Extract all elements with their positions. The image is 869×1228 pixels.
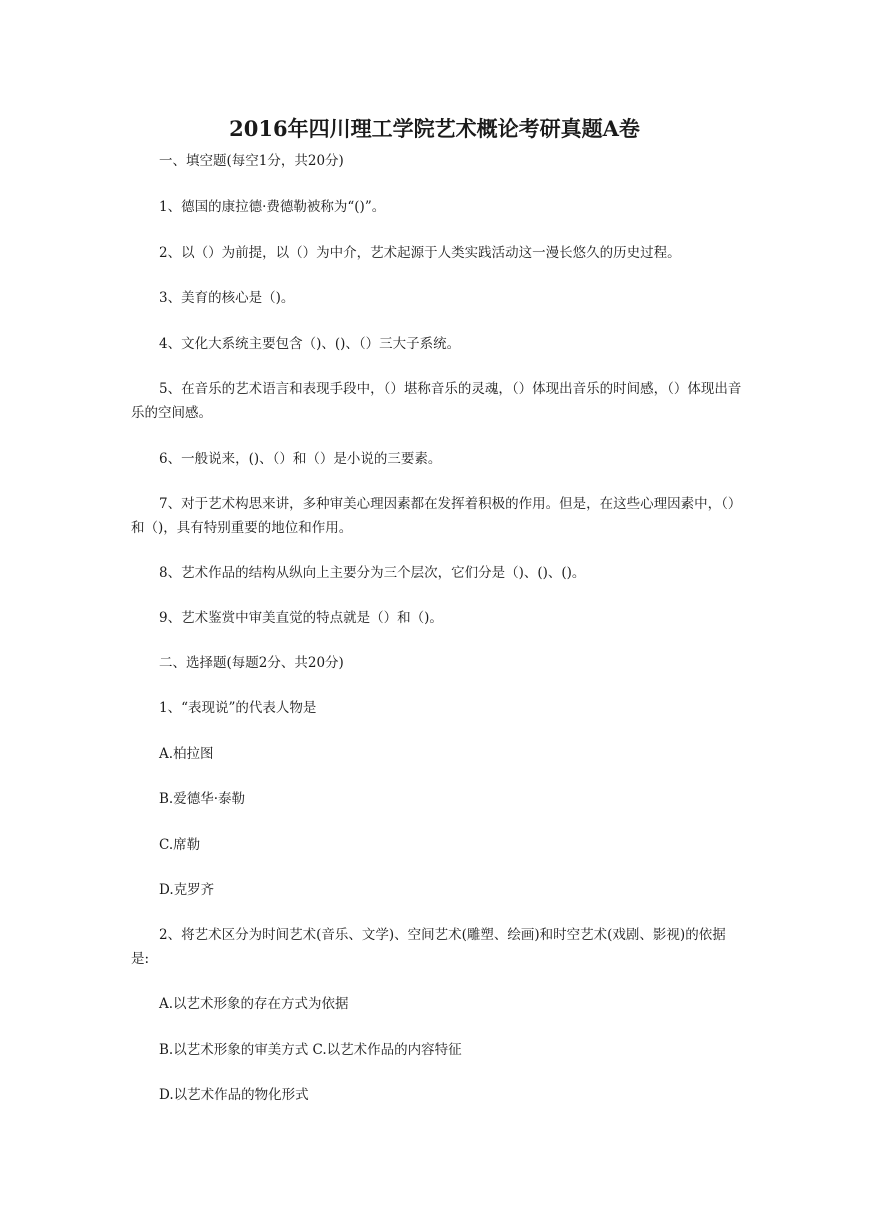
choice-question-2-option-d: D.以艺术作品的物化形式 xyxy=(159,1087,309,1103)
fill-blank-question-5: 5、在音乐的艺术语言和表现手段中，（）堪称音乐的灵魂，（）体现出音乐的时间感，（）体现出音乐的空间感。 xyxy=(131,381,742,421)
fill-blank-question-3: 3、美育的核心是（)。 xyxy=(159,290,295,306)
section-heading-fill-blank: 一、填空题(每空1分，共20分) xyxy=(159,153,344,169)
page-title: 2016年四川理工学院艺术概论考研真题A卷 xyxy=(229,116,640,141)
fill-blank-question-6: 6、一般说来，()、（）和（）是小说的三要素。 xyxy=(159,451,442,467)
choice-question-1-option-c: C.席勒 xyxy=(159,837,201,853)
choice-question-1-option-d: D.克罗齐 xyxy=(159,882,215,898)
choice-question-2-stem: 2、将艺术区分为时间艺术(音乐、文学)、空间艺术(雕塑、绘画)和时空艺术(戏剧、影视)的依据是: xyxy=(131,927,726,967)
choice-question-2-option-a: A.以艺术形象的存在方式为依据 xyxy=(159,996,349,1012)
section-heading-multiple-choice: 二、选择题(每题2分、共20分) xyxy=(159,655,344,671)
fill-blank-question-7: 7、对于艺术构思来讲，多种审美心理因素都在发挥着积极的作用。但是，在这些心理因素中，（）和（)，具有特别重要的地位和作用。 xyxy=(131,496,742,536)
fill-blank-question-1: 1、德国的康拉德·费德勒被称为“()”。 xyxy=(159,199,386,215)
choice-question-1-option-a: A.柏拉图 xyxy=(159,746,214,762)
fill-blank-question-2: 2、以（）为前提，以（）为中介，艺术起源于人类实践活动这一漫长悠久的历史过程。 xyxy=(159,245,681,261)
fill-blank-question-4: 4、文化大系统主要包含（)、()、（）三大子系统。 xyxy=(159,336,461,352)
fill-blank-question-9: 9、艺术鉴赏中审美直觉的特点就是（）和（)。 xyxy=(159,610,443,626)
choice-question-2-option-b-c: B.以艺术形象的审美方式 C.以艺术作品的内容特征 xyxy=(159,1042,462,1058)
choice-question-1-option-b: B.爱德华·泰勒 xyxy=(159,791,246,807)
fill-blank-question-8: 8、艺术作品的结构从纵向上主要分为三个层次，它们分是（)、()、()。 xyxy=(159,565,586,581)
choice-question-1-stem: 1、“表现说”的代表人物是 xyxy=(159,700,317,716)
